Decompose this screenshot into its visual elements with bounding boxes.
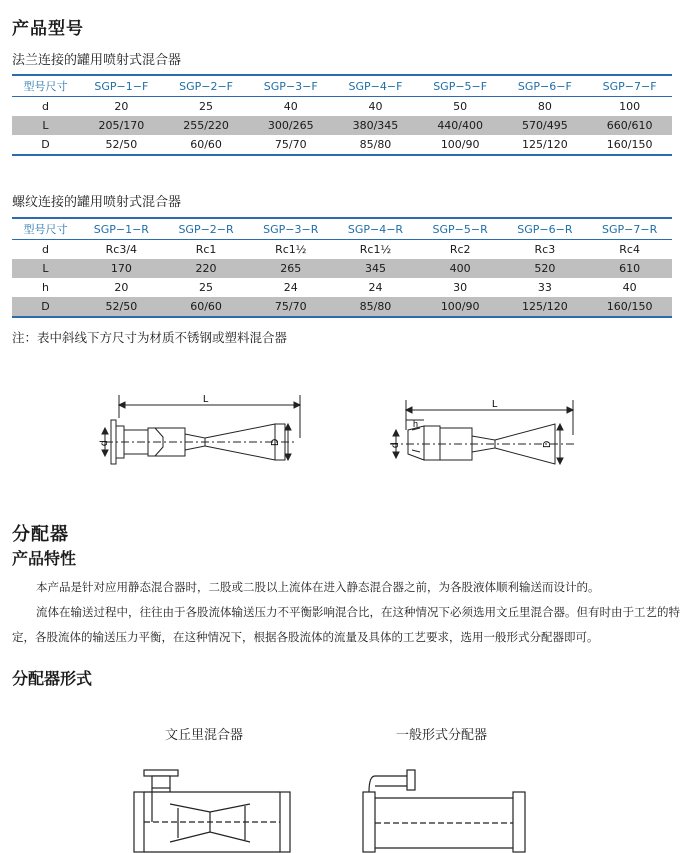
table-cell: 40 <box>283 100 298 113</box>
table-cell: 25 <box>199 281 214 294</box>
distributor-forms-title: 分配器形式 <box>12 669 93 688</box>
header-model-2: SGP−2−R <box>164 218 249 240</box>
dim-label-big-d: D <box>542 440 553 448</box>
table-cell: 610 <box>587 259 672 278</box>
dim-label-d: d <box>390 442 401 448</box>
venturi-caption: 文丘里混合器 <box>165 728 244 743</box>
header-model-size: 型号尺寸 <box>12 75 79 97</box>
features-paragraph-2: 流体在输送过程中，往往由于各股流体输送压力不平衡影响混合比，在这种情况下必须选用文丘里混合器。但有时由于工艺的特定，各股流体的输送压力平衡，在这种情况下，根据各股流体的流量及具体的工艺要求，选用一般形式分配器即可。 <box>12 605 680 644</box>
row-label: D <box>12 297 79 317</box>
table-cell: 24 <box>283 281 298 294</box>
thread-table-row <box>12 297 672 317</box>
table-note: 注：表中斜线下方尺寸为材质不锈钢或塑料混合器 <box>12 330 288 345</box>
table-cell: 265 <box>248 259 333 278</box>
table-cell: 125/120 <box>503 297 588 317</box>
table-cell: Rc4 <box>619 243 640 256</box>
table-cell: 255/220 <box>164 116 249 135</box>
table-cell: 85/80 <box>333 297 418 317</box>
thread-subtitle: 螺纹连接的罐用喷射式混合器 <box>12 195 182 210</box>
general-distributor-drawing <box>355 762 530 853</box>
venturi-mixer-drawing <box>130 762 300 853</box>
features-title: 产品特性 <box>12 549 77 568</box>
product-model-title: 产品型号 <box>12 19 84 39</box>
table-cell: 125/120 <box>503 135 588 155</box>
table-cell: 380/345 <box>333 116 418 135</box>
header-model-5: SGP−5−R <box>418 218 503 240</box>
table-cell: Rc3 <box>534 243 556 256</box>
header-model-5: SGP−5−F <box>418 75 503 97</box>
flange-spec-table <box>12 74 672 156</box>
header-model-7: SGP−7−R <box>587 218 672 240</box>
dim-label-l: L <box>492 399 498 410</box>
table-cell: 24 <box>368 281 383 294</box>
header-model-3: SGP−3−F <box>248 75 333 97</box>
header-model-1: SGP−1−F <box>79 75 164 97</box>
table-cell: 660/610 <box>587 116 672 135</box>
dim-label-d: d <box>99 440 110 446</box>
flange-table-row <box>12 135 672 155</box>
table-cell: 75/70 <box>248 135 333 155</box>
table-cell: 100/90 <box>418 297 503 317</box>
features-paragraph-1: 本产品是针对应用静态混合器时，二股或二股以上流体在进入静态混合器之前，为各股液体顺利输送而设计的。 <box>36 580 600 594</box>
table-cell: Rc3/4 <box>105 243 138 256</box>
header-model-size: 型号尺寸 <box>12 218 79 240</box>
thread-table-row <box>12 240 672 260</box>
flange-mixer-drawing <box>95 390 315 485</box>
table-cell: 40 <box>368 100 383 113</box>
table-cell: 60/60 <box>164 135 249 155</box>
table-cell: 440/400 <box>418 116 503 135</box>
table-cell: 50 <box>453 100 468 113</box>
table-cell: Rc1½ <box>275 243 307 256</box>
table-cell: 80 <box>537 100 552 113</box>
table-cell: 33 <box>537 281 552 294</box>
header-model-4: SGP−4−R <box>333 218 418 240</box>
table-cell: 220 <box>164 259 249 278</box>
dim-label-h: h <box>413 419 419 429</box>
header-model-6: SGP−6−R <box>503 218 588 240</box>
header-model-3: SGP−3−R <box>248 218 333 240</box>
row-label: L <box>12 259 79 278</box>
table-cell: 20 <box>114 100 129 113</box>
threaded-mixer-drawing <box>380 390 600 485</box>
header-model-6: SGP−6−F <box>503 75 588 97</box>
table-cell: 100 <box>619 100 641 113</box>
header-model-2: SGP−2−F <box>164 75 249 97</box>
table-cell: 25 <box>199 100 214 113</box>
table-cell: 160/150 <box>587 135 672 155</box>
thread-table-row <box>12 259 672 278</box>
flange-table-row <box>12 97 672 117</box>
table-cell: 205/170 <box>79 116 164 135</box>
table-cell: 300/265 <box>248 116 333 135</box>
table-cell: 52/50 <box>79 135 164 155</box>
table-cell: 85/80 <box>333 135 418 155</box>
table-cell: Rc2 <box>449 243 471 256</box>
table-cell: Rc1½ <box>359 243 392 256</box>
table-cell: 75/70 <box>248 297 333 317</box>
header-model-1: SGP−1−R <box>79 218 164 240</box>
thread-spec-table <box>12 217 672 318</box>
table-cell: Rc1 <box>195 243 217 256</box>
table-cell: 100/90 <box>418 135 503 155</box>
table-cell: 40 <box>622 281 637 294</box>
table-cell: 52/50 <box>79 297 164 317</box>
header-model-7: SGP−7−F <box>587 75 672 97</box>
thread-table-row <box>12 278 672 297</box>
features-description <box>12 575 688 650</box>
table-cell: 20 <box>114 281 129 294</box>
row-label: d <box>42 100 49 113</box>
row-label: D <box>12 135 79 155</box>
table-header-row <box>12 75 672 97</box>
row-label: d <box>42 243 49 256</box>
row-label: h <box>42 281 49 294</box>
table-cell: 520 <box>503 259 588 278</box>
flange-subtitle: 法兰连接的罐用喷射式混合器 <box>12 53 182 68</box>
flange-table-row <box>12 116 672 135</box>
table-header-row <box>12 218 672 240</box>
table-cell: 400 <box>418 259 503 278</box>
distributor-title: 分配器 <box>12 524 69 545</box>
dim-label-l: L <box>203 394 209 405</box>
table-cell: 345 <box>333 259 418 278</box>
row-label: L <box>12 116 79 135</box>
header-model-4: SGP−4−F <box>333 75 418 97</box>
table-cell: 170 <box>79 259 164 278</box>
table-cell: 30 <box>453 281 468 294</box>
table-cell: 60/60 <box>164 297 249 317</box>
general-caption: 一般形式分配器 <box>396 728 488 743</box>
table-cell: 570/495 <box>503 116 588 135</box>
table-cell: 160/150 <box>587 297 672 317</box>
dim-label-big-d: D <box>270 438 281 446</box>
